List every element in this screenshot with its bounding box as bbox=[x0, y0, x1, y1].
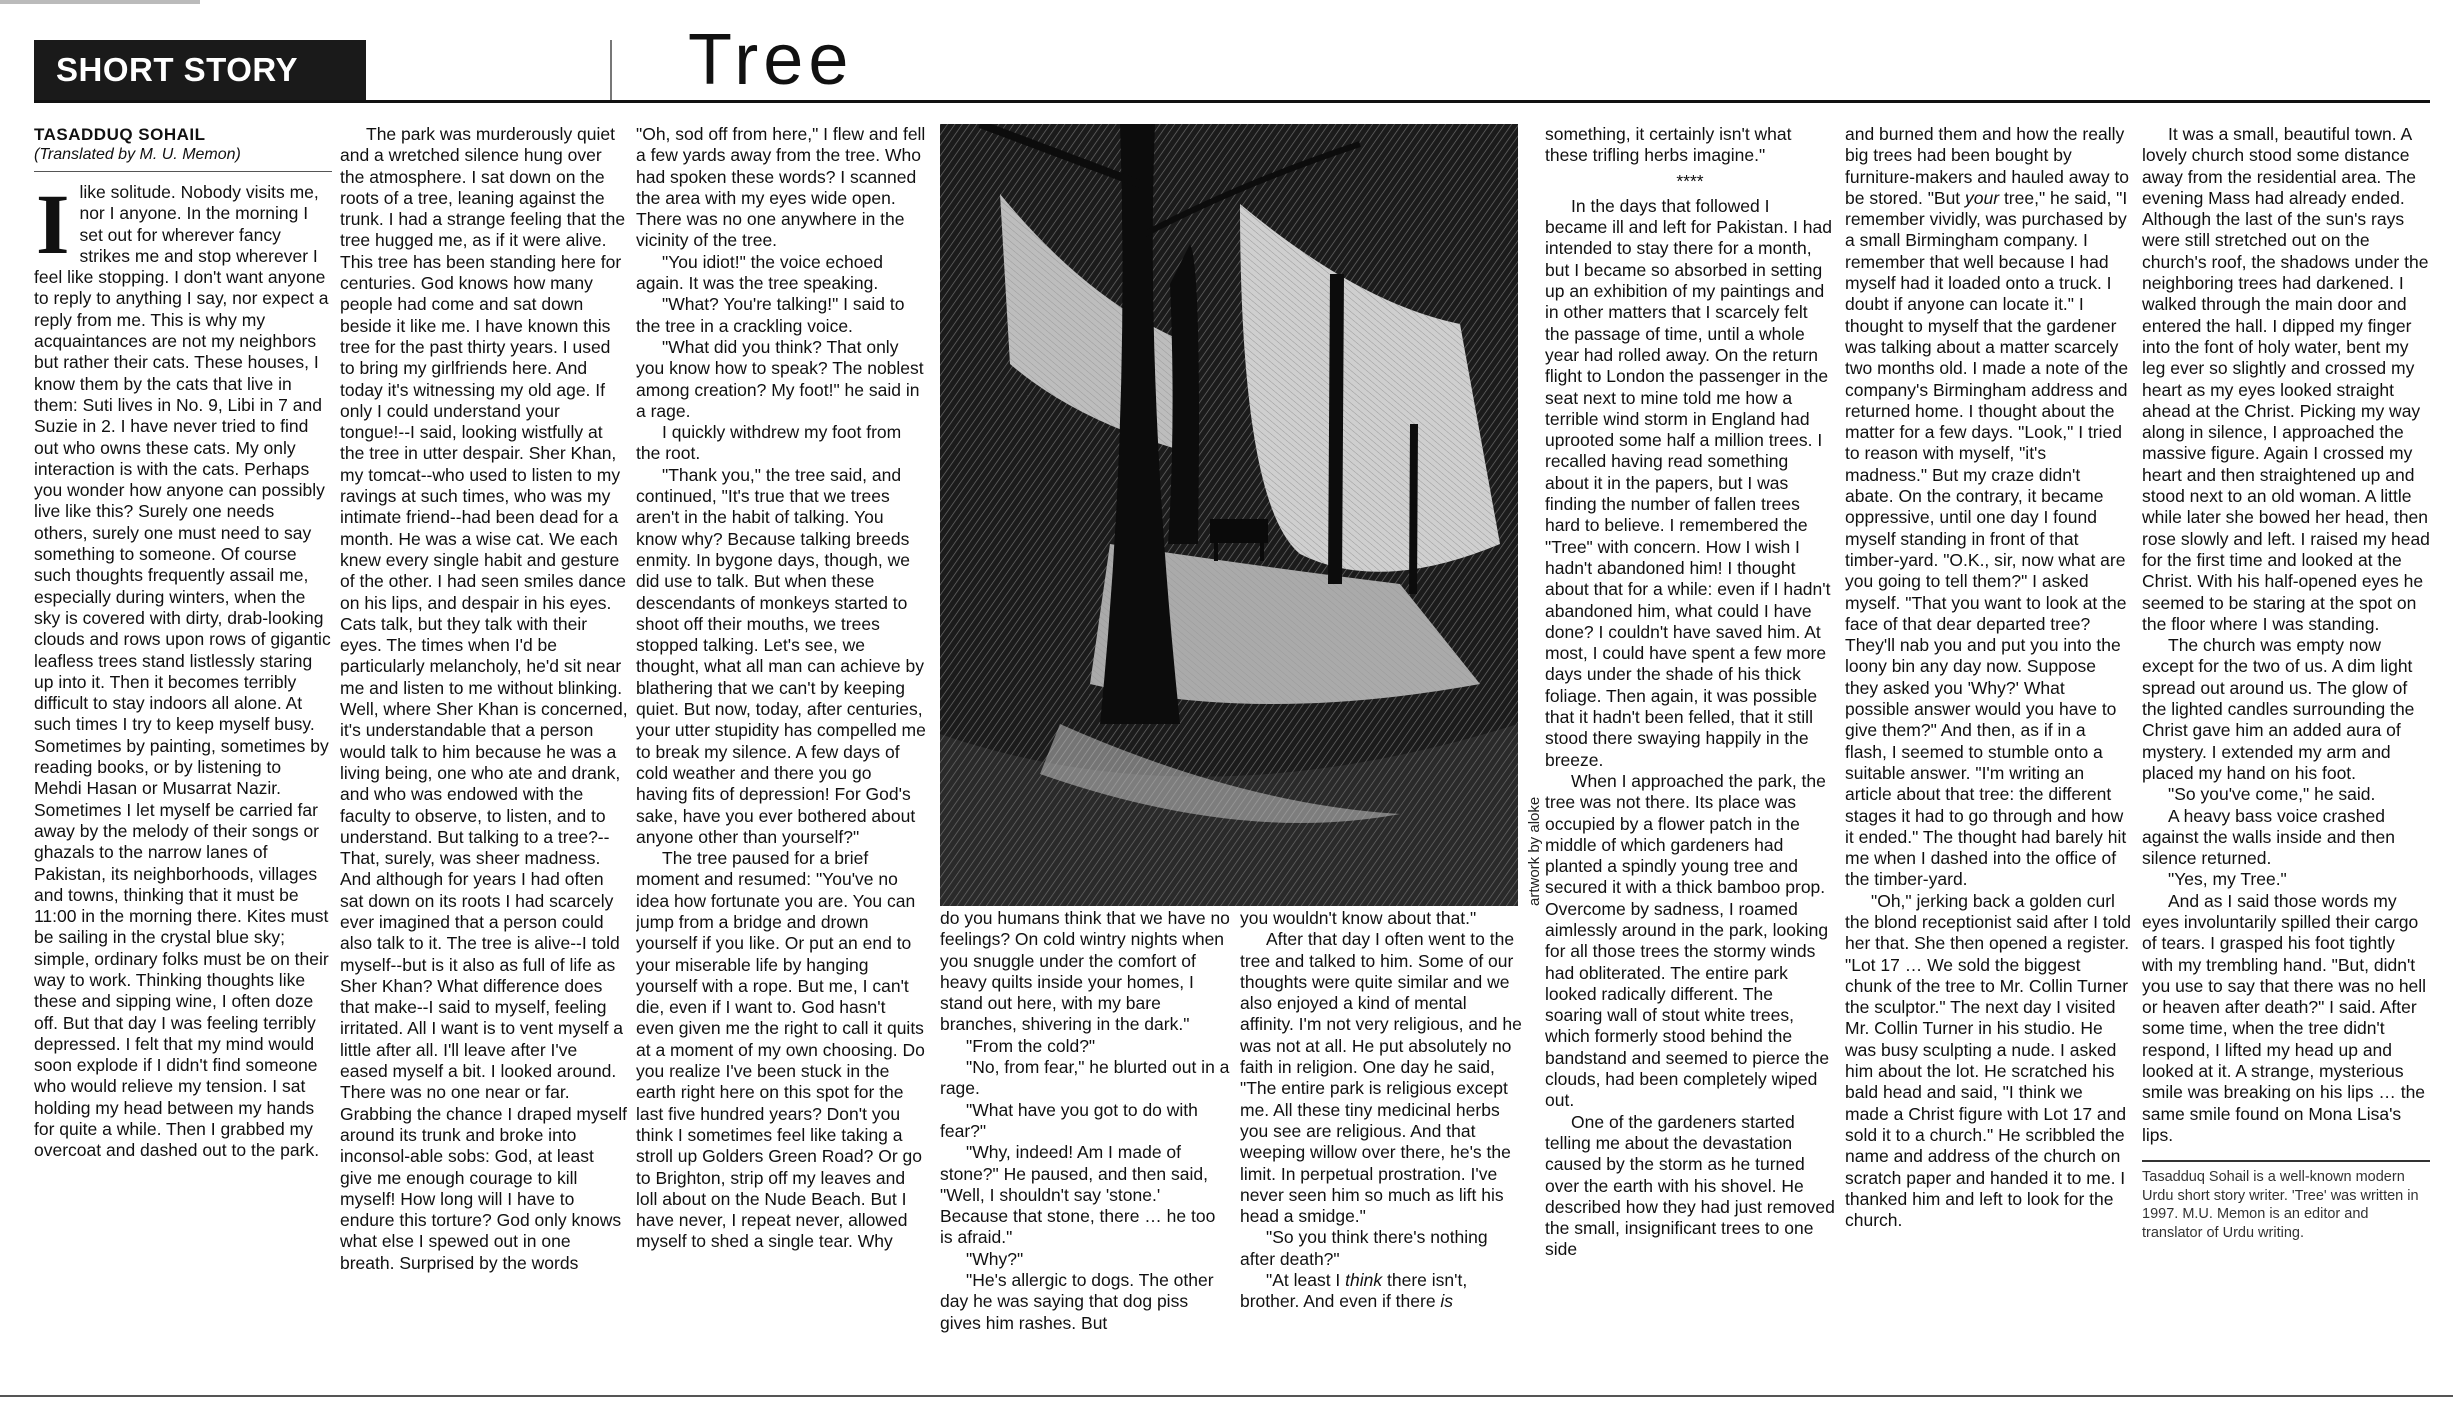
column-6 bbox=[1845, 124, 2131, 1386]
story-paragraph: "Oh," jerking back a golden curl the blond receptionist said after I told her that. She then opened a register. "Lot 17 … We sold the biggest chunk of the tree to Mr. Collin Turner the sculptor." The next day I visited Mr. Collin Turner in his studio. He was busy sculpting a nude. I asked him about the lot. He scratched his bald head and said, "I think we made a Christ figure with Lot 17 and sold it to a church." He scribbled the name and address of the church on scratch paper and handed it to me. I thanked him and left to look for the church. bbox=[1845, 890, 2131, 1231]
story-paragraph: One of the gardeners started telling me about the devastation caused by the storm as he turned over the earth with his shovel. He described how they had just removed the small, insignificant trees to one side bbox=[1545, 1111, 1835, 1260]
section-break: **** bbox=[1676, 170, 1704, 191]
translator-credit: (Translated by M. U. Memon) bbox=[34, 145, 332, 172]
column-7 bbox=[2142, 124, 2430, 1386]
story-paragraph: do you humans think that we have no feelings? On cold wintry nights when you snuggle under the comfort of heavy quilts inside your homes, I stand out here, with my bare branches, shivering in the dark." bbox=[940, 908, 1230, 1035]
story-paragraph: It was a small, beautiful town. A lovely church stood some distance away from the residential area. The evening Mass had already ended. Although the last of the sun's rays were still stretched out on the church's roof, the shadows under the neighboring trees had darkened. I walked through the main door and entered the hall. I dipped my finger into the font of holy water, bent my leg ever so slightly and crossed my heart as my eyes looked straight ahead at the Christ. Picking my way along in silence, I approached the massive figure. Again I crossed my heart and then straightened up and stood next to an old woman. A little while later she bowed her head, then rose slowly and left. I raised my head for the first time and looked at the Christ. With his half-opened eyes he seemed to be staring at the spot on the floor where I was standing. bbox=[2142, 124, 2430, 634]
story-paragraph: something, it certainly isn't what these trifling herbs imagine." bbox=[1545, 124, 1792, 166]
story-paragraph: "Yes, my Tree." bbox=[2168, 869, 2287, 890]
story-paragraph: "What? You're talking!" I said to the tree in a crackling voice. bbox=[636, 294, 905, 336]
story-paragraph: "So you think there's nothing after death?" bbox=[1240, 1227, 1488, 1269]
column-3-continued bbox=[940, 908, 1230, 1386]
story-paragraph: "You idiot!" the voice echoed again. It was the tree speaking. bbox=[636, 251, 883, 294]
story-paragraph: "Why, indeed! Am I made of stone?" He paused, and then said, "Well, I shouldn't say 'stone.' Because that stone, there … he too is afraid." bbox=[940, 1142, 1216, 1248]
story-title: Tree bbox=[688, 20, 854, 100]
story-paragraph: And as I said those words my eyes involuntarily spilled their cargo of tears. I grasped his foot tightly with my trembling hand. "But, didn't you use to say that there was no hell or heaven after death?" I said. After some time, when the tree didn't respond, I lifted my head up and looked at it. A strange, mysterious smile was breaking on his lips … the same smile found on Mona Lisa's lips. bbox=[2142, 890, 2427, 1145]
story-paragraph: "Why?" bbox=[966, 1248, 1024, 1269]
story-paragraph: In the days that followed I became ill and left for Pakistan. I had intended to stay there for a month, but I became so absorbed in setting up an exhibition of my paintings and in other matters that I scarcely felt the passage of time, until a whole year had rolled away. On the return flight to London the passenger in the seat next to mine told me how a terrible wind storm in England had uprooted some half a million trees. I recalled having read something about it in the papers, but I was finding the number of fallen trees hard to believe. I remembered the "Tree" with concern. How I wish I hadn't abandoned him! I thought about that for a while: even if I hadn't abandoned him, what could I have done? I couldn't have saved him. At most, I could have spent a few more days under the shade of his thick foliage. Then again, it was possible that it hadn't been felled, that it still stood there swaying happily in the breeze. bbox=[1545, 195, 1832, 770]
story-paragraph: "He's allergic to dogs. The other day he was saying that dog piss gives him rashes. But bbox=[940, 1270, 1214, 1333]
column-2 bbox=[340, 124, 628, 1386]
story-paragraph: "At least I think there isn't, brother. And even if there is bbox=[1240, 1270, 1468, 1312]
story-paragraph: "What did you think? That only you know how to speak? The noblest among creation? My foot!" he said in a rage. bbox=[636, 336, 924, 421]
story-paragraph: "Thank you," the tree said, and continued, "It's true that we trees aren't in the habit of talking. You know why? Because talking breeds enmity. In bygone days, though, we did use to talk. But when these descendants of monkeys started to shoot off their mouths, we trees stopped talking. Let's see, we thought, what all man can achieve by blathering that we can't by keeping quiet. But now, today, after centuries, your utter stupidity has compelled me to break my silence. A few days of cold weather and there you go having fits of depression! For God's sake, have you ever bothered about anyone other than yourself?" bbox=[636, 464, 926, 847]
artwork-credit: artwork by aloke bbox=[1526, 796, 1543, 906]
top-edge-rule bbox=[0, 0, 200, 4]
story-paragraph: The church was empty now except for the two of us. A dim light spread out around us. The glow of the lighted candles surrounding the Christ gave him an added aura of mystery. I extended my arm and placed my hand on his foot. bbox=[2142, 635, 2415, 783]
column-1 bbox=[34, 124, 332, 1386]
author-bio: Tasadduq Sohail is a well-known modern Urdu short story writer. 'Tree' was written in 1997. M.U. Memon is an editor and translator of Urdu writing. bbox=[2142, 1160, 2430, 1242]
story-paragraph: "Oh, sod off from here," I flew and fell a few yards away from the tree. Who had spoken these words? I scanned the area with my eyes wide open. There was no one anywhere in the vicinity of the tree. bbox=[636, 124, 926, 251]
story-paragraph: "So you've come," he said. bbox=[2168, 784, 2376, 805]
story-paragraph: After that day I often went to the tree and talked to him. Some of our thoughts were quite similar and we also enjoyed a kind of mental affinity. I'm not very religious, and he was not at all. He put absolutely no faith in religion. One day he said, "The entire park is religious except me. All these tiny medicinal herbs you see are religious. And that weeping willow over there, he's the limit. In perpetual prostration. I've never seen him so much as lift his head a smidge." bbox=[1240, 929, 1522, 1227]
story-paragraph: "What have you got to do with fear?" bbox=[940, 1099, 1198, 1141]
column-5 bbox=[1545, 124, 1835, 1386]
story-paragraph: I quickly withdrew my foot from the root. bbox=[636, 422, 902, 464]
story-paragraph: The park was murderously quiet and a wretched silence hung over the atmosphere. I sat down on the roots of a tree, leaning against the trunk. I had a strange feeling that the tree hugged me, as if it were alive. This tree has been standing here for centuries. God knows how many people had come and sat down beside it like me. I have known this tree for the past thirty years. I used to bring my girlfriends here. And today it's witnessing my old age. If only I could understand your tongue!--I said, looking wistfully at the tree in utter despair. Sher Khan, my tomcat--who used to listen to my ravings at such times, who was my intimate friend--had been dead for a month. He was a wise cat. We each knew every single habit and gesture of the other. I had seen smiles dance on his lips, and despair in his eyes. Cats talk, but they talk with their eyes. The times when I'd be particularly melancholy, he'd sit near me and listen to me without blinking. Well, where Sher Khan is concerned, it's understandable that a person would talk to him because he was a living being, one who ate and drank, and who was endowed with the faculty to observe, to listen, and to understand. But talking to a tree?--That, surely, was sheer madness. And although for years I had often sat down on its roots I had scarcely ever imagined that a person could also talk to it. The tree is alive--I told myself--but is it also as full of life as Sher Khan? What difference does that make--I said to myself, feeling irritated. All I want is to vent myself a little after all. I'll leave after I've eased myself a bit. I looked around. There was no one near or far. Grabbing the chance I draped myself around its trunk and broke into inconsol-able sobs: God, at least give me enough courage to kill myself! How long will I have to endure this torture? God only knows what else I spewed out in one breath. Surprised by the words bbox=[340, 124, 628, 1273]
bottom-rule bbox=[0, 1395, 2453, 1397]
tree-drawing bbox=[940, 124, 1518, 906]
section-tag: SHORT STORY bbox=[34, 40, 366, 100]
column-4-continued bbox=[1240, 908, 1524, 1386]
story-paragraph: and burned them and how the really big trees had been bought by furniture-makers and hauled away to be stored. "But your tree," he said, "I remember vividly, was purchased by a small Birmingham company. I remember that well because I had myself had it loaded onto a truck. I doubt if anyone can locate it." I thought to myself that the gardener was talking about a matter scarcely two months old. I made a note of the company's Birmingham address and returned home. I thought about the matter for a few days. "Look," I tried to reason with myself, "it's madness." But my craze didn't abate. On the contrary, it became oppressive, until one day I found myself standing in front of that timber-yard. "O.K., sir, now what are you going to tell them?" I asked myself. "That you want to look at the face of that dear departed tree? They'll nab you and put you into the loony bin any day now. Suppose they asked you 'Why?' What possible answer would you have to give them?" And then, as if in a flash, I seemed to stumble onto a suitable answer. "I'm writing an article about that tree: the different stages it had to go through and how it ended." The thought had barely hit me when I dashed into the office of the timber-yard. bbox=[1845, 124, 2130, 890]
drop-cap: I bbox=[36, 176, 70, 272]
story-paragraph: When I approached the park, the tree was not there. Its place was occupied by a flower patch in the middle of which gardeners had planted a spindly young tree and secured it with a thick bamboo prop. Overcome by sadness, I roamed aimlessly around in the park, looking for all those trees the stormy winds had obliterated. The entire park looked radically different. The soaring wall of stout white trees, which formerly stood behind the bandstand and seemed to pierce the clouds, had been completely wiped out. bbox=[1545, 770, 1830, 1111]
story-paragraph: The tree paused for a brief moment and resumed: "You've no idea how fortunate you are. You can jump from a bridge and drown yourself if you like. Or put an end to your miserable life by hanging yourself with a rope. But me, I can't die, even if I want to. God hasn't even given me the right to call it quits at a moment of my own choosing. Do you realize I've been stuck in the earth right here on this spot for the last five hundred years? Don't you think I sometimes feel like taking a stroll up Golders Green Road? Or go to Brighton, strip off my leaves and loll about on the Nude Beach. But I have never, I repeat never, allowed myself to shed a single tear. Why bbox=[636, 848, 925, 1252]
story-paragraph: A heavy bass voice crashed against the walls inside and then silence returned. bbox=[2142, 805, 2395, 869]
story-paragraph: Ilike solitude. Nobody visits me, nor I anyone. In the morning I set out for wherever fancy strikes me and stop wherever I feel like stopping. I don't want anyone to reply to anything I say, nor expect a reply from me. This is why my acquaintances are not my neighbors but rather their cats. These houses, I know them by the cats that live in them: Suti lives in No. 9, Libi in 7 and Suzie in 2. I have never tried to find out who owns these cats. My only interaction is with the cats. Perhaps you wonder how anyone can possibly live like this? Surely one needs others, surely one must need to say something to someone. Of course such thoughts frequently assail me, especially during winters, when the sky is covered with dirty, drab-looking clouds and rows upon rows of gigantic leafless trees stand listlessly staring up into it. Then it becomes terribly difficult to stay indoors all alone. At such times I try to keep myself busy. Sometimes by painting, sometimes by reading books, or by listening to Mehdi Hasan or Musarrat Nazir. Sometimes I let myself be carried far away by the melody of their songs or ghazals to the narrow lanes of Pakistan, its neighborhoods, villages and towns, thinking that it must be 11:00 in the morning there. Kites must be sailing in the crystal blue sky; simple, ordinary folks must be on their way to work. Thinking thoughts like these and sipping wine, I often doze off. But that day I was feeling terribly depressed. I felt that my mind would soon explode if I didn't find someone who would relieve my tension. I sat holding my head between my hands for quite a while. Then I grabbed my overcoat and dashed out to the park. bbox=[34, 176, 331, 1161]
story-paragraph: "From the cold?" bbox=[966, 1035, 1096, 1056]
story-paragraph: you wouldn't know about that." bbox=[1240, 908, 1477, 928]
story-paragraph: "No, from fear," he blurted out in a rage. bbox=[940, 1057, 1230, 1099]
title-divider bbox=[610, 40, 612, 102]
header-rule bbox=[34, 100, 2430, 103]
column-3 bbox=[636, 124, 926, 1386]
author-name: TASADDUQ SOHAIL bbox=[34, 125, 206, 144]
story-illustration bbox=[940, 124, 1518, 906]
